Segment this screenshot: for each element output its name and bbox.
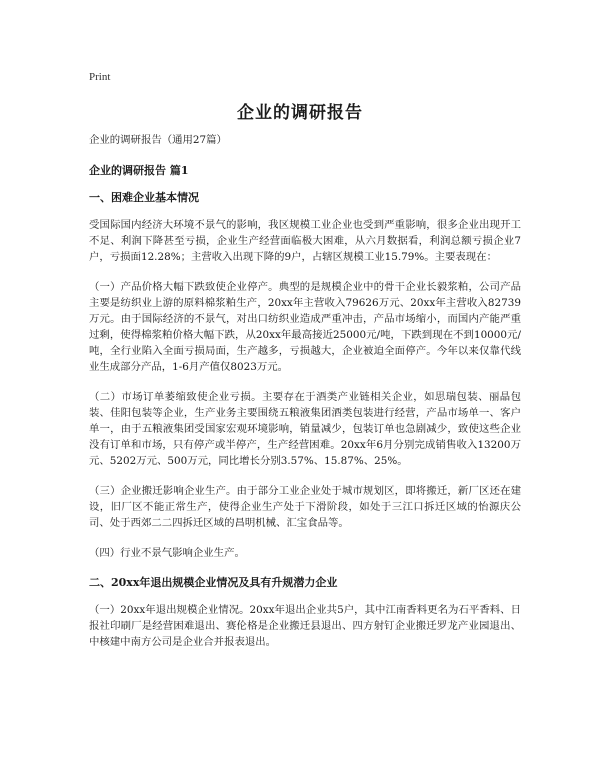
print-label[interactable]: Print — [89, 71, 111, 83]
section-title: 企业的调研报告 篇1 — [89, 164, 189, 177]
page-title: 企业的调研报告 — [237, 103, 363, 123]
paragraph-1: 受国际国内经济大环境不景气的影响，我区规模工业企业也受到严重影响，很多企业出现开工不足、利润下降甚至亏损，企业生产经营面临极大困难，从六月数据看，利润总额亏损企业7户，亏损面12.28%；主营收入出现下降的9户，占辖区规模工业15.79%。主要表现在： — [89, 219, 521, 263]
paragraph-2: （一）产品价格大幅下跌致使企业停产。典型的是规模企业中的骨干企业长毅浆粕，公司产品主要是纺织业上游的原料棉浆粕生产，20xx年主营收入79626万元、20xx年主营收入82739万元。由于国际经济的不景气，对出口纺织业造成严重冲击，产品市场缩小，而国内产能严重过剩，使得棉浆粕价格大幅下跌，从20xx年最高接近25000元/吨，下跌到现在不到10000元/吨，全行业陷入全面亏损局面，生产越多，亏损越大，企业被迫全面停产。今年以来仅靠代线业生成部分产品，1-6月产值仅8023万元。 — [89, 281, 521, 373]
heading-2: 二、20xx年退出规模企业情况及具有升规潜力企业 — [89, 576, 338, 589]
heading-1: 一、困难企业基本情况 — [89, 191, 199, 204]
document-body — [89, 132, 521, 664]
paragraph-4: （三）企业搬迁影响企业生产。由于部分工业企业处于城市规划区，即将搬迁，新厂区还在建设，旧厂区不能正常生产，使得企业生产处于下滑阶段，如处于三江口拆迁区域的怡源庆公司、处于西郊二二四拆迁区域的昌明机械、汇宝食品等。 — [89, 485, 521, 529]
paragraph-5: （四）行业不景气影响企业生产。 — [89, 547, 245, 559]
paragraph-3: （二）市场订单萎缩致使企业亏损。主要存在于酒类产业链相关企业，如思瑞包装、丽晶包装、佳阳包装等企业，生产业务主要围绕五粮液集团酒类包装进行经营，产品市场单一、客户单一，由于五粮液集团受国家宏观环境影响，销量减少，包装订单也急剧减少，致使这些企业没有订单和市场，只有停产或半停产，生产经营困难。20xx年6月分别完成销售收入13200万元、5202万元、500万元，同比增长分别3.57%、15.87%、25%。 — [89, 391, 521, 467]
document-subtitle: 企业的调研报告（通用27篇） — [89, 134, 227, 146]
paragraph-6: （一）20xx年退出规模企业情况。20xx年退出企业共5户，其中江南香料更名为石平香料、日报社印刷厂是经营困难退出、赛伦格是企业搬迁县退出、四方射钉企业搬迁罗龙产业园退出、中核建中南方公司是企业合并报表退出。 — [89, 604, 521, 648]
